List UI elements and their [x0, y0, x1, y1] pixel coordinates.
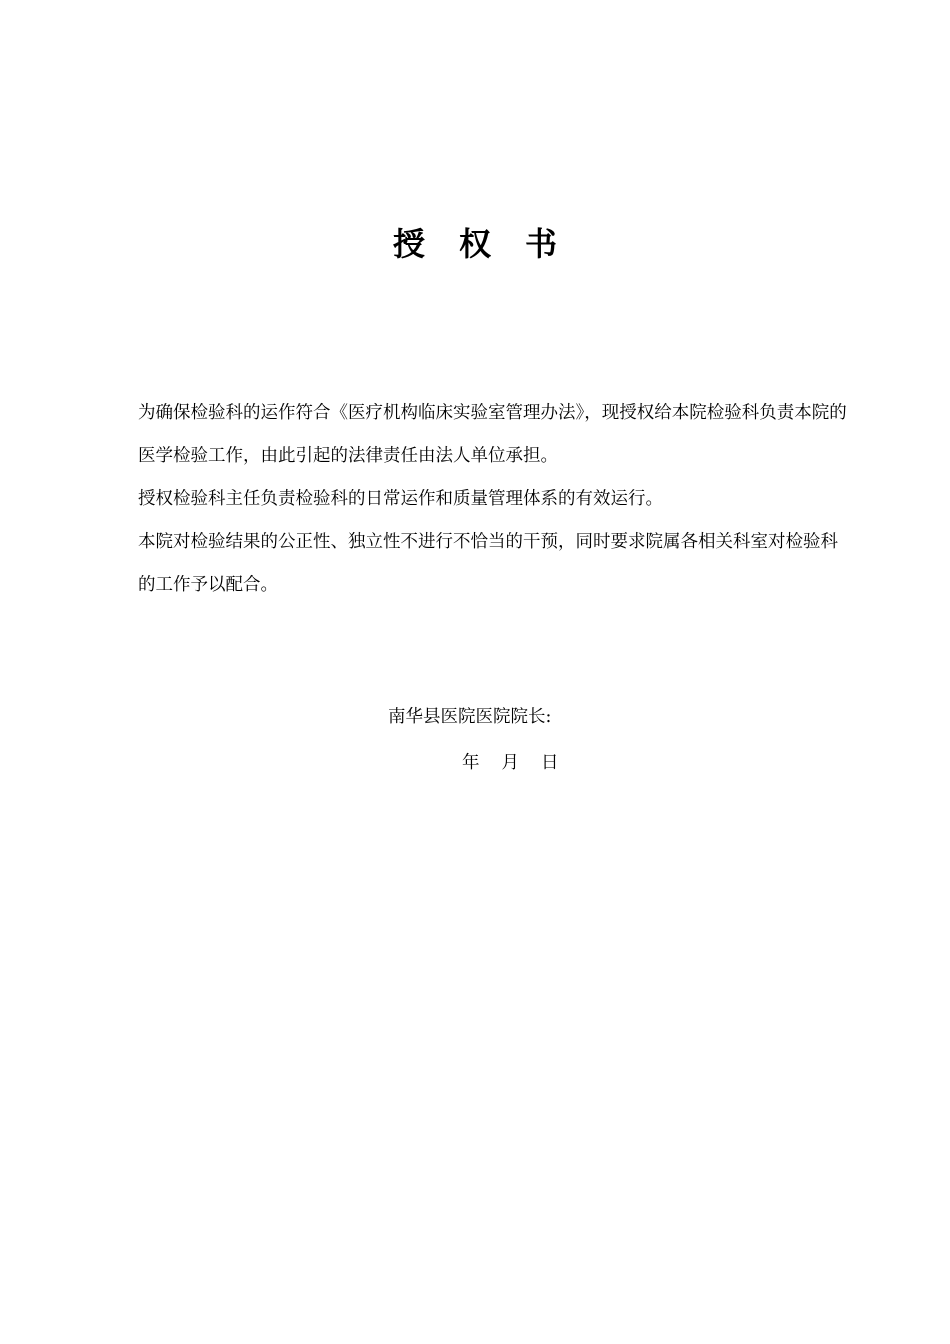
- document-title: [0, 222, 950, 266]
- date-month-label: 月: [501, 753, 519, 773]
- title-char-3: 书: [525, 225, 558, 263]
- signature-line: 南华县医院医院院长:: [388, 707, 552, 727]
- title-char-1: 授: [392, 225, 425, 263]
- document-body: [138, 392, 850, 607]
- date-year-label: 年: [462, 753, 480, 773]
- paragraph-independence: 本院对检验结果的公正性、独立性不进行不恰当的干预，同时要求院属各相关科室对检验科的工作予以配合。: [138, 532, 838, 595]
- paragraph-director-responsibility: 授权检验科主任负责检验科的日常运作和质量管理体系的有效运行。: [138, 489, 663, 509]
- date-line: [462, 750, 559, 776]
- date-day-label: 日: [541, 753, 559, 773]
- paragraph-authorization-scope: 为确保检验科的运作符合《医疗机构临床实验室管理办法》，现授权给本院检验科负责本院的医学检验工作，由此引起的法律责任由法人单位承担。: [138, 403, 847, 466]
- title-char-2: 权: [458, 225, 491, 263]
